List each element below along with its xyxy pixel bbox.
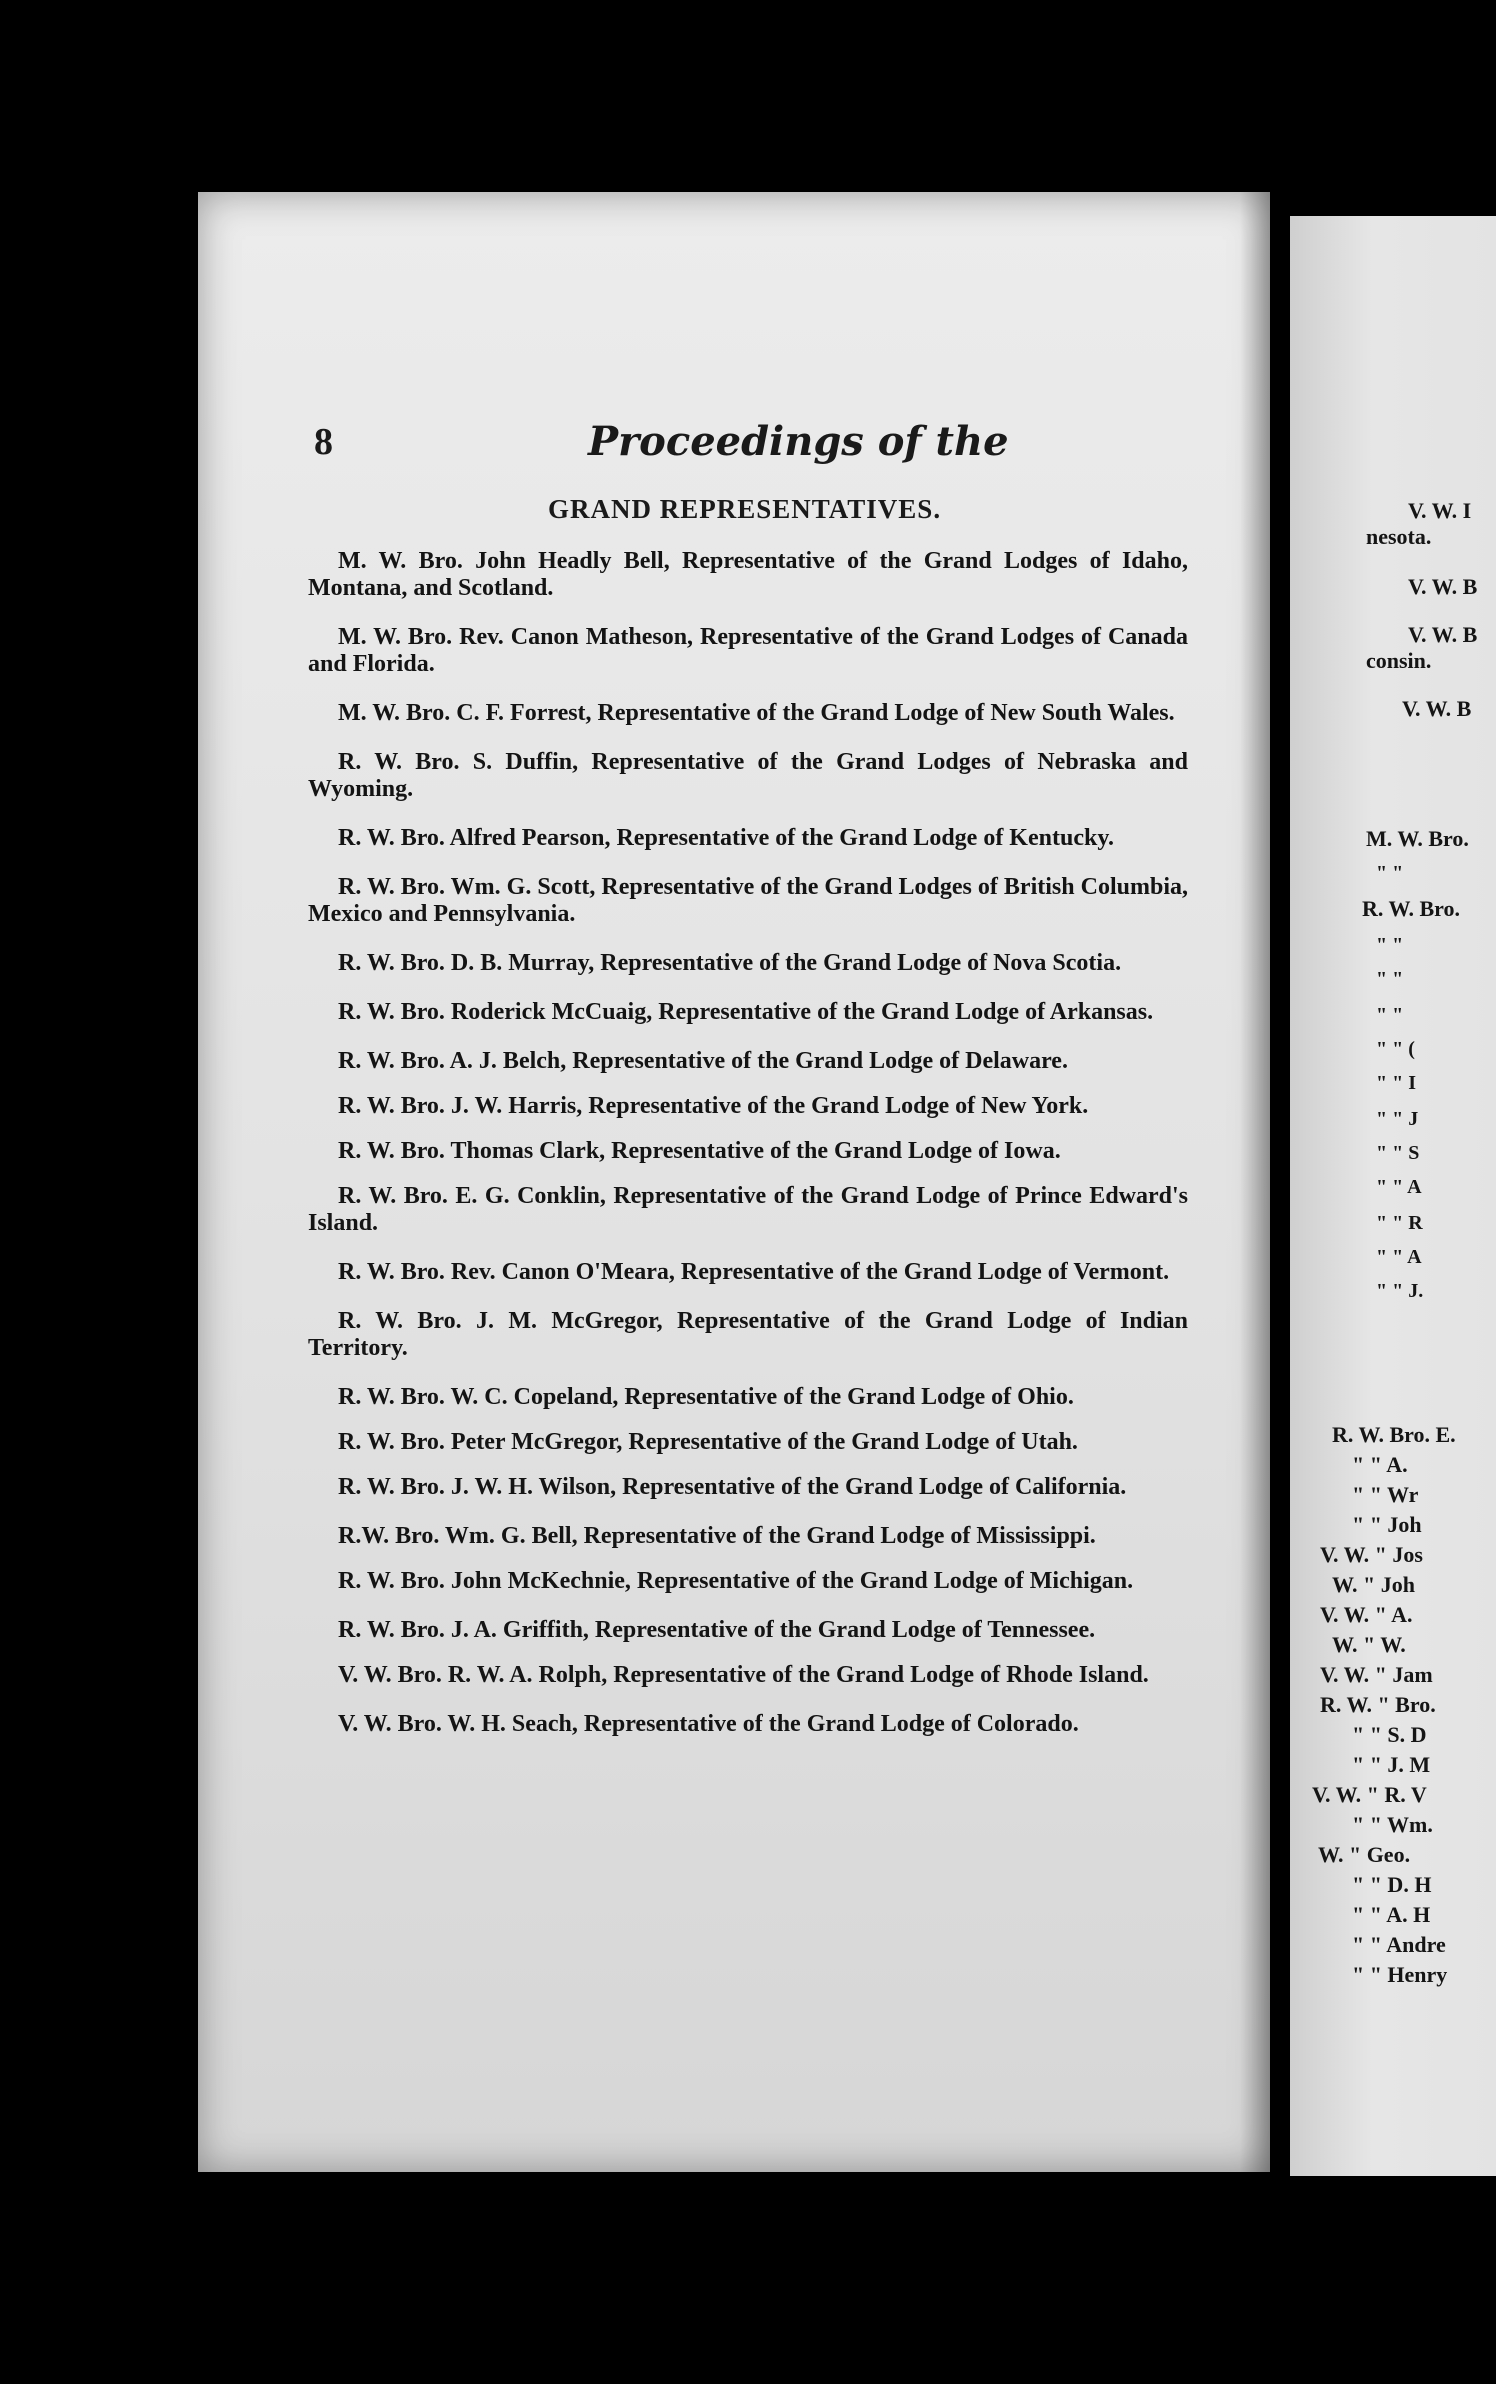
right-page-line: W. " Joh bbox=[1332, 1572, 1415, 1597]
right-page-line: " " A bbox=[1376, 1176, 1422, 1198]
list-item: R.W. Bro. Wm. G. Bell, Representative of the Grand Lodge of Mississippi. bbox=[338, 1523, 1096, 1549]
right-book-page-fragment bbox=[1290, 216, 1496, 2176]
list-item: M. W. Bro. C. F. Forrest, Representative of the Grand Lodge of New South Wales. bbox=[338, 700, 1175, 726]
list-item: V. W. Bro. W. H. Seach, Representative of the Grand Lodge of Colorado. bbox=[338, 1711, 1079, 1737]
right-page-line: W. " Geo. bbox=[1318, 1842, 1411, 1867]
list-item: R. W. Bro. J. W. Harris, Representative of the Grand Lodge of New York. bbox=[338, 1093, 1089, 1119]
right-page-line: " " Andre bbox=[1352, 1932, 1446, 1957]
list-item: R. W. Bro. W. C. Copeland, Representative of the Grand Lodge of Ohio. bbox=[338, 1384, 1074, 1410]
right-page-line: R. W. Bro. E. bbox=[1332, 1422, 1456, 1447]
right-page-line: " " bbox=[1376, 862, 1404, 884]
right-page-line: " " ( bbox=[1376, 1038, 1415, 1060]
right-page-line: R. W. Bro. bbox=[1362, 896, 1461, 921]
right-page-line: " " bbox=[1376, 1004, 1404, 1026]
list-item: R. W. Bro. E. G. Conklin, Representative of the Grand Lodge of Prince Edward's Island. bbox=[308, 1183, 1188, 1236]
list-item: R. W. Bro. J. W. H. Wilson, Representative of the Grand Lodge of California. bbox=[338, 1474, 1127, 1500]
right-page-line: V. W. " Jam bbox=[1320, 1662, 1433, 1687]
right-page-line: V. W. B bbox=[1402, 696, 1472, 721]
right-page-line: " " A. H bbox=[1352, 1902, 1431, 1927]
right-page-line: " " Henry bbox=[1352, 1962, 1448, 1987]
right-page-line: nesota. bbox=[1366, 524, 1432, 549]
right-page-line: " " bbox=[1376, 968, 1404, 990]
list-item: R. W. Bro. J. A. Griffith, Representative of the Grand Lodge of Tennessee. bbox=[338, 1617, 1096, 1643]
list-item: R. W. Bro. A. J. Belch, Representative of the Grand Lodge of Delaware. bbox=[338, 1048, 1068, 1074]
right-page-line: consin. bbox=[1366, 648, 1432, 673]
list-item: R. W. Bro. Roderick McCuaig, Representative of the Grand Lodge of Arkansas. bbox=[338, 999, 1154, 1025]
right-page-line: V. W. " A. bbox=[1320, 1602, 1413, 1627]
list-item: R. W. Bro. Thomas Clark, Representative of the Grand Lodge of Iowa. bbox=[338, 1138, 1061, 1164]
list-item: M. W. Bro. Rev. Canon Matheson, Representative of the Grand Lodges of Canada and Florida. bbox=[308, 624, 1188, 677]
right-page-line: V. W. B bbox=[1408, 622, 1478, 647]
list-item: R. W. Bro. John McKechnie, Representative of the Grand Lodge of Michigan. bbox=[338, 1568, 1134, 1594]
right-page-line: " " A bbox=[1376, 1246, 1422, 1268]
right-page-line: " " Wm. bbox=[1352, 1812, 1433, 1837]
right-page-line: " " bbox=[1376, 934, 1404, 956]
list-item: R. W. Bro. J. M. McGregor, Representative of the Grand Lodge of Indian Territory. bbox=[308, 1308, 1188, 1361]
list-item: R. W. Bro. Alfred Pearson, Representative of the Grand Lodge of Kentucky. bbox=[338, 825, 1114, 851]
right-page-line: V. W. B bbox=[1408, 574, 1478, 599]
right-page-line: " " S. D bbox=[1352, 1722, 1427, 1747]
right-page-line: M. W. Bro. bbox=[1366, 826, 1469, 851]
right-page-line: " " A. bbox=[1352, 1452, 1408, 1477]
right-page-line: W. " W. bbox=[1332, 1632, 1406, 1657]
section-title: GRAND REPRESENTATIVES. bbox=[548, 494, 942, 524]
right-page-line: V. W. " Jos bbox=[1320, 1542, 1423, 1567]
right-page-line: " " I bbox=[1376, 1072, 1416, 1094]
right-page-line: V. W. " R. V bbox=[1312, 1782, 1427, 1807]
list-item: R. W. Bro. Wm. G. Scott, Representative of the Grand Lodges of British Columbia, Mexico and Pennsylvania. bbox=[308, 874, 1188, 927]
list-item: V. W. Bro. R. W. A. Rolph, Representative of the Grand Lodge of Rhode Island. bbox=[338, 1662, 1149, 1688]
left-book-page bbox=[198, 192, 1270, 2172]
right-page-line: " " S bbox=[1376, 1142, 1420, 1164]
right-page-line: " " J. bbox=[1376, 1280, 1424, 1302]
list-item: R. W. Bro. S. Duffin, Representative of the Grand Lodges of Nebraska and Wyoming. bbox=[308, 749, 1188, 802]
right-page-line: " " Joh bbox=[1352, 1512, 1422, 1537]
list-item: M. W. Bro. John Headly Bell, Representative of the Grand Lodges of Idaho, Montana, and Scotland. bbox=[308, 548, 1188, 601]
right-page-line: " " R bbox=[1376, 1212, 1423, 1234]
right-page-line: " " Wr bbox=[1352, 1482, 1419, 1507]
right-page-line: " " D. H bbox=[1352, 1872, 1432, 1897]
running-head: Proceedings of the bbox=[588, 418, 1009, 465]
right-page-line: R. W. " Bro. bbox=[1320, 1692, 1436, 1717]
right-page-line: " " J. M bbox=[1352, 1752, 1431, 1777]
right-page-line: " " J bbox=[1376, 1108, 1419, 1130]
right-page-line: V. W. I bbox=[1408, 498, 1472, 523]
list-item: R. W. Bro. Rev. Canon O'Meara, Representative of the Grand Lodge of Vermont. bbox=[338, 1259, 1170, 1285]
list-item: R. W. Bro. Peter McGregor, Representative of the Grand Lodge of Utah. bbox=[338, 1429, 1078, 1455]
representatives-list bbox=[308, 548, 1188, 1756]
page-spine-shadow bbox=[1240, 192, 1270, 2172]
list-item: R. W. Bro. D. B. Murray, Representative of the Grand Lodge of Nova Scotia. bbox=[338, 950, 1122, 976]
page-number: 8 bbox=[314, 421, 333, 463]
